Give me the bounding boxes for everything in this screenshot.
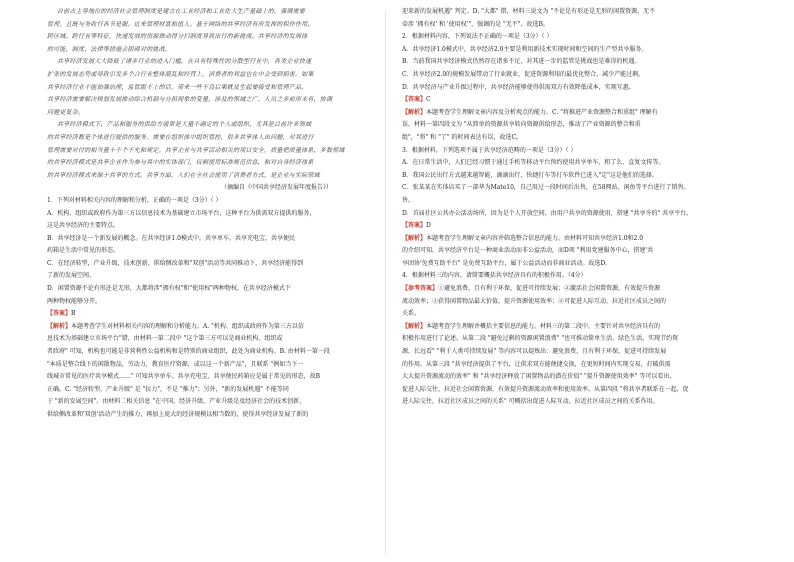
question-2: 2．根据材料内容，下列说法不正确的一项是（3分）（ ） — [402, 33, 553, 41]
analysis-line: 供给侧改革和'双创'活动产生的推力，再加上庞大的经济规模以相当数的，使得共享经济发展了新的 — [47, 411, 309, 418]
question-3: 3．根据材料，下列选项不属于共享经济范畴的一项是（3分）（ ） — [402, 146, 577, 154]
analysis-label: 【解析】 — [402, 322, 427, 330]
analysis-label: 【解析】 — [402, 234, 427, 242]
answer-line — [402, 220, 758, 233]
analysis-cont: 牵涉 '拥有权' 和 '使用权'"，强调的是 "无不"。故选B。 — [402, 20, 549, 28]
analysis-line: 误，材料一第四段文为 "从简单的资源共享转向资源供给形态，推动了产业资源的整合和重 — [402, 121, 641, 129]
analysis-line: 进人际交往，拉近社区成员之间的关系" 可概括出促进人际互动，拉近社区成员之间的关系作用。 — [402, 398, 659, 406]
ref-answer-line: 关系。 — [402, 310, 421, 318]
right-column — [402, 6, 758, 409]
analysis-label: 【解析】 — [47, 322, 72, 330]
answer-label: 【答案】 — [402, 222, 427, 230]
ref-answer-line: 【参考答案】①避免浪费，且有利于环保，促进可持续发展；②激活社会闲置资源，有效提升资源 — [402, 285, 661, 293]
option-a: A．机构、组织或政府作为第三方以信息技术为基础建立市场平台，这种平台为供需双方提供的服务， — [47, 209, 316, 217]
passage-line: 问题更复杂。 — [47, 108, 85, 116]
ref-answer-label: 【参考答案】 — [402, 285, 439, 293]
analysis-line: 享团协'免费互助平台" 是免费互助平台，属于公益活动而非商业活动。故选D。 — [402, 259, 612, 267]
option-a-cont: 这是共享经济的主要特点。 — [47, 222, 120, 230]
option-d: D．共享经济与产业升级过程中，共享经济能够使得供需双方有效降低成本，实现互惠。 — [402, 83, 635, 91]
passage-line: 管理需要对付的相当量十不个不允和规定。共享企业与共享活动相关的项目安全，质量把质量体系，多数领域 — [47, 146, 345, 154]
analysis-line: 者政府" 可知，机构也可能是非营利性公益机构和是特别的商业组织，此处为商业机构。B. 由材料一第一段 — [47, 348, 330, 356]
answer-value: D — [426, 222, 431, 230]
passage-line: 自前古主导地位的经济社会管理制度是建立在工业经济和工业化大生产基础上的，强调需要 — [57, 8, 306, 15]
passage-line: 扩张的发展态势或导致引发多个合行业整体混乱和经营上，消费者的利益也在中会受到损害。如果 — [47, 70, 314, 78]
option-d: D．首届社区公共办公活动场所，因为是个人开放空间，由用户共享的资源使用，搭建 "共享夯的" 共享平台。 — [402, 209, 693, 217]
analysis-line: 线城市常见的医疗共享模式……" 可知共享单车、共享充电宝、共享便民药箱应是属于常见的形态，故B — [47, 373, 321, 381]
passage-line: 共享经济模式下，产品和服务的供给方通常是大量不确定的个人或组织，尤其是目前许多领域 — [57, 121, 312, 129]
option-b: B．当前我国共享经济模式仍然存在诸多不足，对其进一步的监管是挑战也是难得的机遇。 — [402, 58, 641, 66]
passage-line: 的共享经济模式来源于共享的方式。共享方面，人们在全社会使用了消费者方式，是企业与实际领域 — [47, 171, 320, 179]
option-d-cont: 两种物权能够分开。 — [47, 297, 102, 305]
question-4: 4．根据材料三的内容，请简要概括共享经济具有的积极作用。（4分） — [402, 272, 587, 280]
passage-line: 的共享经济都是个体进行提供的服务。需要在组织体中组织管控，很多共享体人出问题，对其进行 — [47, 133, 314, 141]
analysis-line: 的作用。从第三段 "共享经济提供了平台，让供求双方能便捷交换，在更短时间内实现交易，打破供需 — [402, 360, 671, 368]
analysis-line: 【解析】本题考查学生理解文章内容及分析观点的能力。C. "将推进产业资源整合和重组" 理解有 — [402, 108, 658, 116]
option-b-cont: 药箱是生活中常见的形态。 — [47, 247, 120, 255]
option-a: A．在日常生活中，人们已经习惯于通过手机等移动平台预约使用共享单车、租了么、直复文传等。 — [402, 159, 665, 167]
option-d: D．闲置资源不论有形还是无形，大都将涉"拥有权"和"使用权"两种物权，在共享经济模式下 — [47, 285, 291, 293]
option-c: C．在经济转型，产业升级，技术创新、供给侧改革和"双创"活动等共同推动下，共享经济能得到 — [47, 259, 304, 267]
left-column — [47, 6, 352, 422]
analysis-label: 【解析】 — [402, 108, 427, 116]
analysis-line: 的介绍可知，共享经济平台是一种商业活动而非公益活动，而D项 "利用党建服务中心，搭建'共 — [402, 247, 654, 255]
analysis-line: 促进人际交往，拉近社会闲置资源，有效提升资源流动效率和使用效率。从第四段 "将共享者联系在一起，促 — [402, 385, 689, 393]
option-b: B．我国公民出行方式越来越智能，滴滴出行、快捷打车等打车软件已进入"定"这是他们的选择。 — [402, 171, 658, 179]
analysis-line: 于 "新的发展空间"。由材料二相关信息 "在中国，经济升级，产业升级是及经济社会的技术创新、 — [47, 398, 306, 406]
option-b: B．共享经济是一个新发展的概念。在共享经济1.0模式中，共享单车、共享充电宝、共享便民 — [47, 234, 295, 242]
analysis-line: 组"，"将" 和 "了" 的时间表达有误，故选C。 — [402, 133, 523, 141]
passage-line: 共享经济行业不能加强治理，监管跟不上的话，带来一些不良后果就及生起要接受和管理产品， — [47, 83, 308, 91]
analysis-line: 源，长远看" "利于人类可持续发展" 等内容可以提炼出：避免浪费，且有利于环保，促进可持续发展 — [402, 348, 667, 356]
answer-value: C — [426, 96, 431, 104]
option-c-cont: 了新的发展空间。 — [47, 272, 96, 280]
analysis-line: 【解析】本题考查学生理解文章内容并筛选整合信息的能力。由材料可知共享经济1.0和2.0 — [402, 234, 644, 242]
passage-line: 共享经济需要解决规划发展推动综合机制与分担现象的变量，涉及的领域之广、人员之多前所未有，协调 — [47, 96, 333, 104]
passage-line: 跨区域、跨行业等特征，快速发展的资源推动得分扫制度导致出行的新挑战。共享经济的发展体 — [47, 33, 308, 41]
passage-line: 的共享经济模式是共享企业作为参与其中的实体部门，仅剩使用标准规范信息，和对自身经济体系 — [47, 159, 314, 167]
column-divider — [385, 10, 386, 555]
answer-line — [402, 94, 758, 107]
ref-answer-line: 流动效率；③获得闲置物品最大价值，提升资源使用效率；④可促进人际互动，拉近社区成员之间的 — [402, 297, 667, 305]
analysis-line: 【解析】本题考查学生对材料相关内容的理解和分析能力。A. "机构、组织或政府作为第三方以信 — [47, 322, 304, 330]
analysis-line: "本质是整合线下的闲散物品，劳动力，教育医疗资源，或以这一个新产品"，且联系 "例如当下一 — [47, 360, 304, 368]
analysis-cont: 迎来新的发展机遇" 判定。D. "大都" 错，材料三说文为 "不论是有形还是无形的闲置资源，无不 — [402, 8, 656, 15]
analysis-line: 大大提升资源流动的效率" 和 "共享经济释放了闲置物品的潜在价值" "提升资源使用效率" 等可以看出， — [402, 373, 676, 381]
answer-label: 【答案】 — [47, 310, 72, 318]
passage-source: （摘编自《中国共享经济发展年度报告》） — [220, 184, 332, 192]
analysis-line: 积极作用进行了论述。从第二段 "避免过剩的资源闲置浪费" "也可推动简单生活、绿色生活，实现节约资 — [402, 335, 679, 343]
option-c-cont: 售。 — [402, 196, 415, 204]
analysis-line: 【解析】本题考查学生理解并概括主要信息的能力。材料三的第二段中，主要针对共享经济具有的 — [402, 322, 661, 330]
analysis-line: 息技术为基础建立市场平台"错，由材料一第二段中 "这个第三方可以是商业机构、组织或 — [47, 335, 283, 343]
answer-value: B — [71, 310, 76, 318]
option-a: A．共享经济1.0模式中，共享经济2.0主要是利用新技术实现时间和空间的生产型共享服务。 — [402, 45, 648, 53]
passage-line: 管理，且既与务收行各节是服。近来管理财富和值人。基于网络的共享经济有所发挥的积作作用， — [47, 20, 314, 28]
question-1: 1．下列对材料相关内容的理解和分析，正确的一项是（3分）（ ） — [47, 196, 222, 204]
option-c: C．共享经济2.0的规模发展带动了行业就业，促进资源利用的最优化整合，减少产能过剩。 — [402, 70, 645, 78]
option-c: C．张某某在实体店买了一部华为Mate10，自己用过一段时间后出售，在58网站、闲鱼等平台进行了销售。 — [402, 184, 690, 192]
answer-label: 【答案】 — [402, 96, 427, 104]
answer-line — [47, 308, 352, 321]
passage-line: 共享经济发展大大降低了诸多行业的进入门槛。在具有特殊性的分散型行业中，各类企业快速 — [57, 58, 312, 66]
analysis-line: 正确。C. "经济转型，产业升级" 是 "拉力"，不是 "推力"；另外，"新的发展机遇" 不能等同 — [47, 385, 289, 393]
passage-line: 的可能，制度、法律等措施会阻碍对的挑战。 — [47, 45, 172, 53]
